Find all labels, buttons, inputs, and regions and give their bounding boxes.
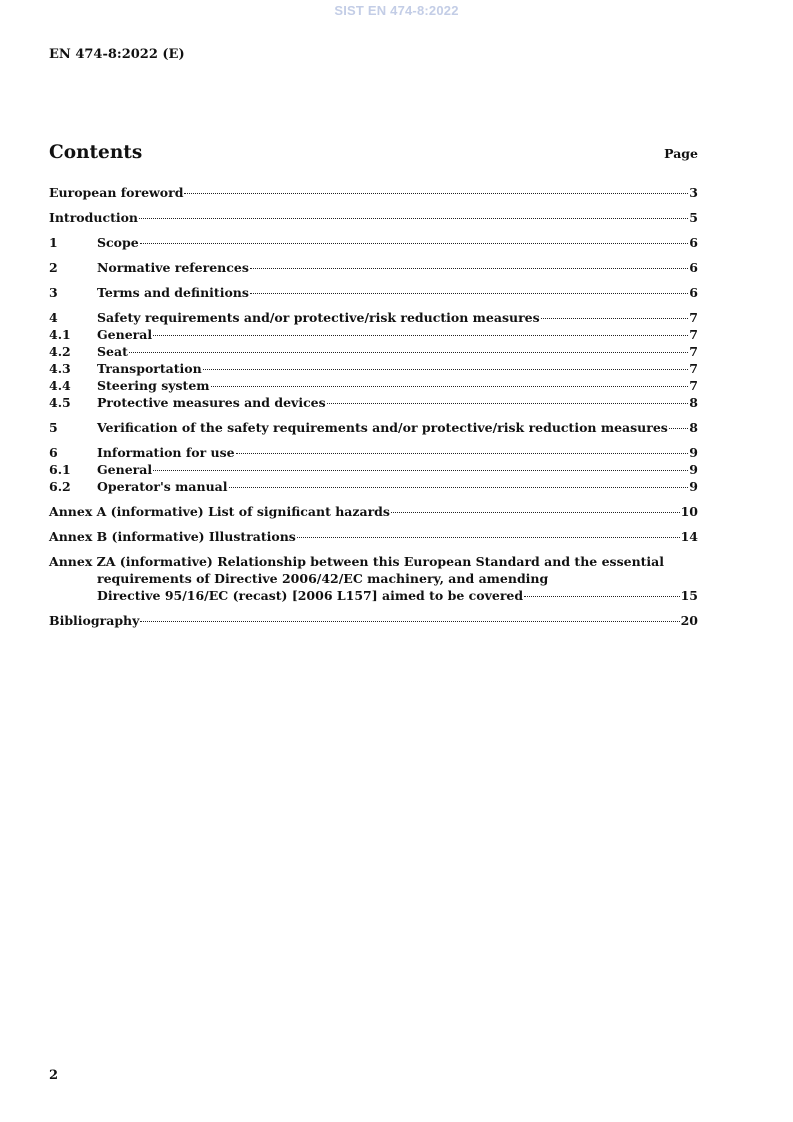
toc-entry-terms-and-definitions[interactable] (49, 284, 698, 301)
toc-entry-page: 6 (689, 260, 698, 275)
toc-entry-title: General (97, 462, 153, 477)
toc-entry-page: 5 (689, 210, 698, 225)
toc-entry-verification[interactable] (49, 419, 698, 436)
toc-entry-annex-za[interactable] (49, 553, 698, 604)
toc-entry-foreword[interactable] (49, 184, 698, 201)
toc-entry-number: 4.1 (49, 327, 71, 342)
dot-leader (327, 403, 689, 404)
dot-leader (203, 369, 689, 370)
watermark: SIST EN 474-8:2022 (334, 3, 459, 18)
toc-entry-number: 6.2 (49, 479, 71, 494)
toc-entry-introduction[interactable] (49, 209, 698, 226)
toc-entry-page: 20 (680, 613, 698, 628)
toc-entry-title: Seat (97, 344, 128, 359)
toc-entry-number: 2 (49, 260, 58, 275)
toc-entry-title: Terms and definitions (97, 285, 249, 300)
toc-entry-title-line-1: Annex ZA (informative) Relationship between this European Standard and the essential (49, 554, 665, 569)
dot-leader (229, 487, 689, 488)
toc-entry-number: 4.2 (49, 344, 71, 359)
toc-entry-number: 4 (49, 310, 58, 325)
toc-entry-page: 9 (689, 462, 698, 477)
toc-entry-title: Operator's manual (97, 479, 228, 494)
toc-entry-number: 5 (49, 420, 58, 435)
dot-leader (541, 318, 689, 319)
toc-entry-title: Safety requirements and/or protective/risk reduction measures (97, 310, 540, 325)
dot-leader (140, 243, 689, 244)
toc-entry-title: Annex A (informative) List of significant hazards (49, 504, 390, 519)
toc-entry-number: 4.4 (49, 378, 71, 393)
toc-entry-title: Normative references (97, 260, 249, 275)
toc-entry-safety-requirements[interactable] (49, 309, 698, 326)
toc-entry-information-for-use[interactable] (49, 444, 698, 461)
toc-entry-page: 7 (689, 310, 698, 325)
contents-title: Contents (49, 142, 143, 163)
toc-entry-number: 3 (49, 285, 58, 300)
toc-entry-title: Annex B (informative) Illustrations (49, 529, 296, 544)
dot-leader (669, 428, 688, 429)
dot-leader (153, 470, 688, 471)
toc-entry-annex-za-last-line (49, 587, 698, 604)
toc-entry-annex-a[interactable] (49, 503, 698, 520)
toc-entry-title: European foreword (49, 185, 184, 200)
toc-entry-title: Transportation (97, 361, 202, 376)
toc-entry-6-1-general[interactable] (49, 461, 698, 478)
dot-leader (524, 596, 680, 597)
toc-entry-6-2-operators-manual[interactable] (49, 478, 698, 495)
toc-entry-page: 8 (689, 420, 698, 435)
toc-entry-page: 6 (689, 235, 698, 250)
toc-entry-page: 7 (689, 327, 698, 342)
dot-leader (250, 268, 688, 269)
toc-entry-page: 8 (689, 395, 698, 410)
toc-entry-number: 1 (49, 235, 58, 250)
toc-entry-page: 7 (689, 378, 698, 393)
toc-entry-title: Steering system (97, 378, 210, 393)
dot-leader (129, 352, 688, 353)
toc-entry-number: 6.1 (49, 462, 71, 477)
toc-entry-title: General (97, 327, 153, 342)
toc-entry-page: 14 (680, 529, 698, 544)
dot-leader (211, 386, 689, 387)
page-column-label: Page (664, 146, 698, 161)
dot-leader (153, 335, 688, 336)
toc-entry-4-5-protective-measures[interactable] (49, 394, 698, 411)
toc-entry-page: 9 (689, 445, 698, 460)
toc-entry-title: Information for use (97, 445, 235, 460)
toc-entry-title-line-3: Directive 95/16/EC (recast) [2006 L157] aimed to be covered (97, 588, 524, 603)
toc-entry-normative-references[interactable] (49, 259, 698, 276)
toc-entry-title: Introduction (49, 210, 139, 225)
toc-entry-title: Scope (97, 235, 139, 250)
toc-entry-number: 4.3 (49, 361, 71, 376)
toc-entry-page: 6 (689, 285, 698, 300)
toc-entry-4-3-transportation[interactable] (49, 360, 698, 377)
dot-leader (391, 512, 680, 513)
toc-entry-page: 9 (689, 479, 698, 494)
toc-entry-scope[interactable] (49, 234, 698, 251)
toc-entry-page: 7 (689, 344, 698, 359)
toc-entry-title: Verification of the safety requirements and/or protective/risk reduction measures (97, 420, 668, 435)
dot-leader (236, 453, 689, 454)
toc-entry-4-4-steering-system[interactable] (49, 377, 698, 394)
dot-leader (140, 621, 679, 622)
toc-entry-title: Protective measures and devices (97, 395, 326, 410)
contents-header (49, 142, 698, 163)
toc-entry-4-2-seat[interactable] (49, 343, 698, 360)
toc-entry-4-1-general[interactable] (49, 326, 698, 343)
toc-entry-page: 7 (689, 361, 698, 376)
toc-entry-page: 15 (680, 588, 698, 603)
toc-entry-annex-b[interactable] (49, 528, 698, 545)
toc-entry-number: 4.5 (49, 395, 71, 410)
page-number: 2 (49, 1068, 59, 1083)
dot-leader (139, 218, 688, 219)
dot-leader (184, 193, 688, 194)
dot-leader (250, 293, 688, 294)
toc-entry-page: 10 (680, 504, 698, 519)
table-of-contents (49, 184, 698, 629)
toc-entry-number: 6 (49, 445, 58, 460)
toc-entry-title-line-2: requirements of Directive 2006/42/EC machinery, and amending (97, 571, 549, 586)
toc-entry-title: Bibliography (49, 613, 140, 628)
toc-entry-bibliography[interactable] (49, 612, 698, 629)
document-id: EN 474-8:2022 (E) (49, 47, 185, 62)
toc-entry-page: 3 (689, 185, 698, 200)
dot-leader (297, 537, 680, 538)
